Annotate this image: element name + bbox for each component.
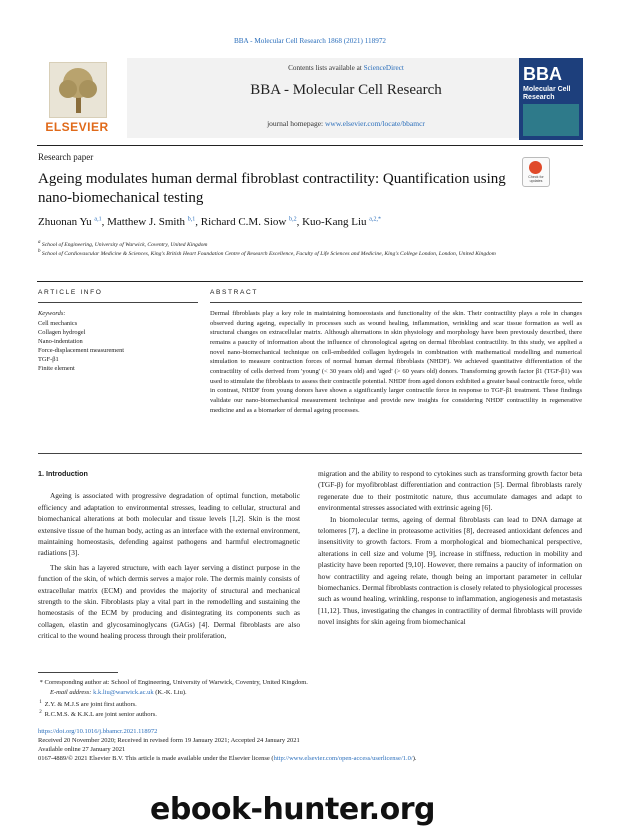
abstract-text: Dermal fibroblasts play a key role in maintaining homoeostasis and functionality of the skin. Their contractility plays a role in changes observed during ageing, especially in processes such as wound healing, inflammation, wrinkling and scar tissue formation as well as structural changes on extracellular matrix. Although alternations in skin physiology and morphology have been previously described, there remains a paucity of information about the influence of chronological ageing on dermal fibroblast contractility. In this study, we applied a novel nano-biomechanical technique on cell-embedded collagen hydrogels in combination with mathematical modelling and numerical simulation to measure contraction forces of normal human dermal fibroblasts (NHDF). We achieved quantitative differentiation of the contractility of cells derived from 'young' (< 30 years old) and 'aged' (> 60 years old) donors. Transforming growth factor β1 (TGF-β1) was used to stimulate the fibroblasts to assess their contractile potential. NHDF from aged donors exhibited a greater basal contractile force, while in contrast, NHDF from young donors have shown a significantly larger contractile force in response to TGF-β1 treatment. These findings validate our nano-biomechanical measurement technique and provide new insights for considering NHDF contractility in regenerative medicine and as a biomarker of dermal ageing processes. — [210, 310, 582, 414]
contents-line: Contents lists available at ScienceDirect — [288, 64, 404, 72]
paragraph: Ageing is associated with progressive degradation of optimal function, metabolic efficiency and adaptation to environmental stresses, leading to cellular, structural and biomechanical alterations at both molecular and tissue levels [1,2]. Skin is the most extensive tissue of the human body, acting as an interface with the external environment, maintaining homeostasis, defending against pathogens and harmful electromagnetic radiations [3]. — [38, 491, 300, 558]
cover-subtitle: Molecular Cell Research — [523, 86, 571, 101]
keyword: Nano-indentation — [38, 338, 83, 345]
article-info-heading: ARTICLE INFO — [38, 289, 103, 296]
divider — [37, 145, 583, 146]
paragraph: The skin has a layered structure, with each layer serving a distinct purpose in the function of the skin, of which dermis serves a major role. The dermis mainly consists of extracellular matrix (ECM) and provides the majority of structural and mechanical strength to the skin. Fibroblasts play a vital part in the remodelling and sustaining the homeostasis of the ECM by producing and disintegrating its components such as collagen, elastin and glycosaminoglycans (GAGs) [4]. Dermal fibroblasts are also critical to the wound healing process through their proliferation, — [38, 562, 300, 641]
footnote-email: E-mail address: k.k.liu@warwick.ac.uk (K.-K. Liu). — [50, 689, 187, 696]
article-title: Ageing modulates human dermal fibroblast contractility: Quantification using nano-biomechanical testing — [38, 171, 506, 206]
section-heading: 1. Introduction — [38, 469, 88, 478]
affiliation-b: b School of Cardiovascular Medicine & Sciences, King's British Heart Foundation Centre of Research Excellence, Faculty of Life Sciences and Medicine, King's College London, London, United Kingdom — [38, 249, 496, 257]
keyword: Collagen hydrogel — [38, 329, 86, 336]
divider — [38, 302, 198, 303]
author-sup: b,2 — [289, 216, 297, 223]
divider — [210, 302, 582, 303]
journal-name: BBA - Molecular Cell Research — [250, 82, 442, 98]
author-sup: b,1 — [187, 216, 196, 223]
affiliation-a: a School of Engineering, University of Warwick, Coventry, United Kingdom — [38, 240, 208, 248]
journal-banner — [37, 58, 583, 140]
abstract-heading: ABSTRACT — [210, 289, 258, 296]
homepage-line: journal homepage: www.elsevier.com/locate/bbamcr — [267, 119, 425, 128]
journal-cover — [519, 58, 583, 140]
author-sup: a,2,* — [369, 216, 381, 223]
article-type: Research paper — [38, 152, 94, 162]
keyword: Cell mechanics — [38, 320, 78, 327]
paragraph: migration and the ability to respond to cytokines such as transforming growth factor beta (TGF-β) for myofibroblast differentiation and contraction [5]. Dermal fibroblasts rarely regenerate due to their postmitotic nature, thus accumulate damages and adapt to environmental stresses associated with extrinsic ageing [6]. — [318, 469, 582, 513]
author-sup: a,1 — [94, 216, 102, 223]
footnote-corresponding: * Corresponding author at: School of Engineering, University of Warwick, Coventry, United Kingdom. — [38, 679, 308, 686]
keyword: Finite element — [38, 365, 75, 372]
footnote-rule — [38, 672, 118, 673]
author-list: Zhuonan Yu $^{a,1}$, Matthew J. Smith $^{b,1}$, Richard C.M. Siow $^{b,2}$, Kuo-Kang Liu $^{a,2,*}$ — [38, 216, 381, 228]
doi-link[interactable]: https://doi.org/10.1016/j.bbamcr.2021.118972 — [38, 728, 158, 735]
check-for-updates-button[interactable] — [522, 157, 550, 187]
license-line: 0167-4889/© 2021 Elsevier B.V. This article is made available under the Elsevier license (http://www.elsevier.com/open-access/userlicense/1.0/). — [38, 755, 417, 762]
author-name[interactable]: Matthew J. Smith — [107, 216, 186, 228]
email-link[interactable]: k.k.liu@warwick.ac.uk — [93, 689, 154, 696]
elsevier-logo — [37, 58, 117, 138]
homepage-link[interactable]: www.elsevier.com/locate/bbamcr — [325, 119, 425, 128]
check-updates-icon — [529, 161, 542, 174]
footnote-2: $^2$ R.C.M.S. & K.K.L are joint senior authors. — [38, 710, 157, 719]
keywords-label: Keywords: — [38, 310, 66, 317]
cover-title: BBA — [523, 64, 562, 84]
masthead — [127, 58, 565, 138]
paragraph: In biomolecular terms, ageing of dermal fibroblasts can lead to DNA damage at telomeres [7], a decline in proteasome activities [8], decreased antioxidant defences and insensitivity to growth factors. From a morphological and biomechanical perspective, alterations in cell size and volume [9], increase in stiffness, reduction in mobility and plasticity have been reported [9,10]. However, there remains a paucity of information on how contractility and ageing relate, though being an important parameter in cellular biomechanics. Dermal fibroblasts contraction is closely related to physiological processes such as wound healing, wrinkling, response to inflammation, angiogenesis and metastasis [11,12]. Thus, investigating the changes in contractility of dermal fibroblasts will provide novel insights for skin ageing from biomechanical — [318, 514, 582, 627]
running-head: BBA - Molecular Cell Research 1868 (2021) 118972 — [233, 37, 387, 45]
elsevier-tree-icon — [49, 62, 107, 118]
received-dates: Received 20 November 2020; Received in revised form 19 January 2021; Accepted 24 January 2021 — [38, 737, 300, 744]
cover-art — [523, 104, 579, 136]
footnote-1: $^1$ Z.Y. & M.J.S are joint first authors. — [38, 700, 137, 709]
author-name[interactable]: Kuo-Kang Liu — [302, 216, 367, 228]
author-name[interactable]: Zhuonan Yu — [38, 216, 92, 228]
watermark: ebook-hunter.org — [150, 792, 435, 827]
check-updates-label: Check for updates — [528, 175, 544, 183]
publisher-name: ELSEVIER — [45, 120, 109, 134]
sciencedirect-link[interactable]: ScienceDirect — [363, 64, 404, 72]
author-name[interactable]: Richard C.M. Siow — [200, 216, 287, 228]
left-column — [38, 468, 300, 642]
divider — [38, 453, 582, 454]
license-link[interactable]: http://www.elsevier.com/open-access/userlicense/1.0/ — [273, 755, 413, 762]
keyword: TGF-β1 — [38, 356, 59, 363]
available-online: Available online 27 January 2021 — [38, 746, 126, 753]
divider — [37, 281, 583, 282]
right-column — [318, 468, 582, 628]
keyword: Force-displacement measurement — [38, 347, 125, 354]
